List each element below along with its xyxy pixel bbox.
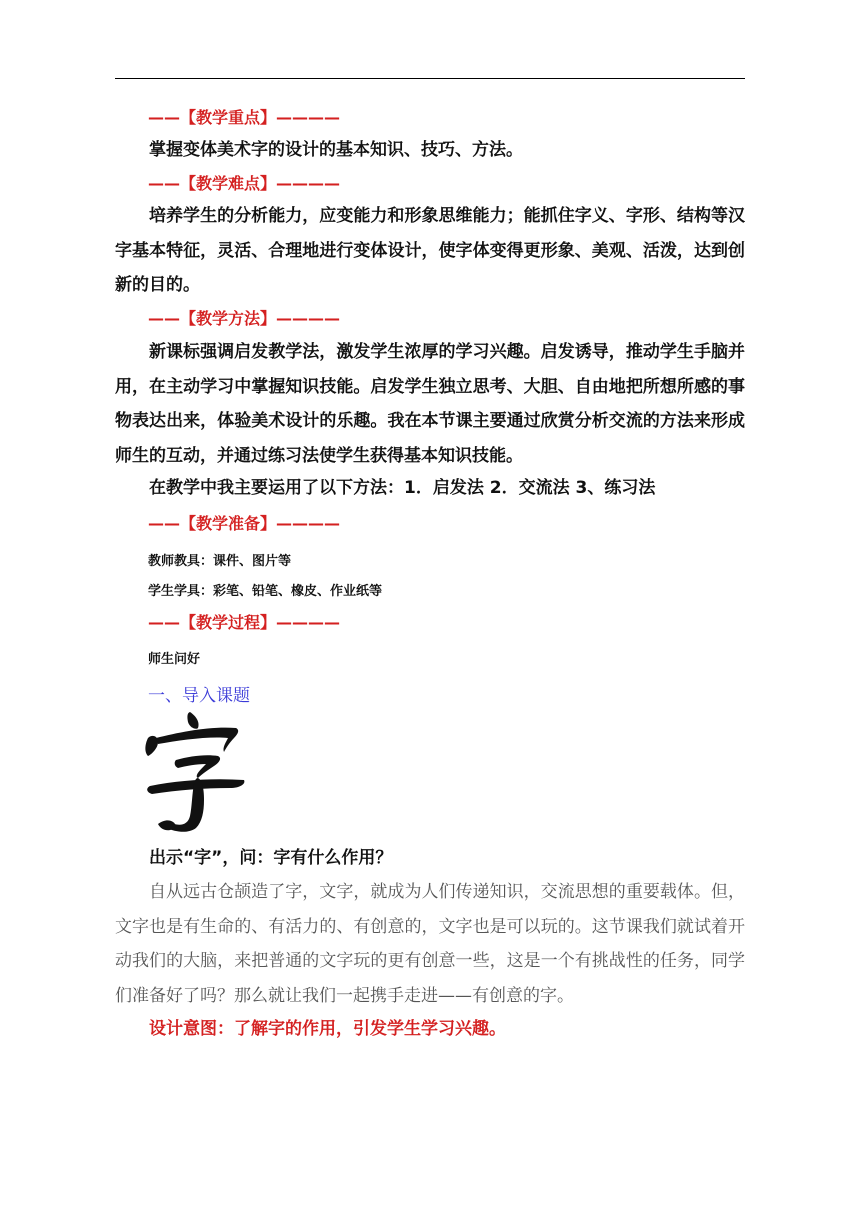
header-rule <box>115 78 745 79</box>
teacher-materials: 教师教具：课件、图片等 <box>148 554 292 569</box>
step-one-title: 一、导入课题 <box>148 686 250 706</box>
heading-process: ——【教学过程】———— <box>148 613 341 632</box>
heading-difficulties: ——【教学难点】———— <box>148 174 341 193</box>
heading-preparation: ——【教学准备】———— <box>148 514 341 533</box>
key-points-text: 掌握变体美术字的设计的基本知识、技巧、方法。 <box>149 140 523 160</box>
heading-key-points: ——【教学重点】———— <box>148 108 341 127</box>
design-intent: 设计意图：了解字的作用，引发学生学习兴趣。 <box>149 1019 506 1039</box>
calligraphy-zi-image <box>140 708 250 834</box>
heading-methods: ——【教学方法】———— <box>148 309 341 328</box>
prompt-text: 出示“字”，问：字有什么作用？ <box>149 848 393 868</box>
student-materials: 学生学具：彩笔、铅笔、橡皮、作业纸等 <box>148 584 383 599</box>
methods-text: 新课标强调启发教学法，激发学生浓厚的学习兴趣。启发诱导，推动学生手脑并用，在主动学习中掌握知识技能。启发学生独立思考、大胆、自由地把所想所感的事物表达出来，体验美术设计的乐趣。我在本节课主要通过欣赏分析交流的方法来形成师生的互动，并通过练习法使学生获得基本知识技能。 <box>115 342 745 466</box>
methods-list: 在教学中我主要运用了以下方法：1．启发法 2．交流法 3、练习法 <box>149 478 656 498</box>
greeting-text: 师生问好 <box>148 652 201 667</box>
difficulties-text: 培养学生的分析能力，应变能力和形象思维能力；能抓住字义、字形、结构等汉字基本特征，灵活、合理地进行变体设计，使字体变得更形象、美观、活泼，达到创新的目的。 <box>115 206 745 295</box>
intro-paragraph: 自从远古仓颉造了字，文字，就成为人们传递知识，交流思想的重要载体。但，文字也是有生命的、有活力的、有创意的，文字也是可以玩的。这节课我们就试着开动我们的大脑，来把普通的文字玩的更有创意一些，这是一个有挑战性的任务，同学们准备好了吗？那么就让我们一起携手走进——有创意的字。 <box>115 882 745 1006</box>
